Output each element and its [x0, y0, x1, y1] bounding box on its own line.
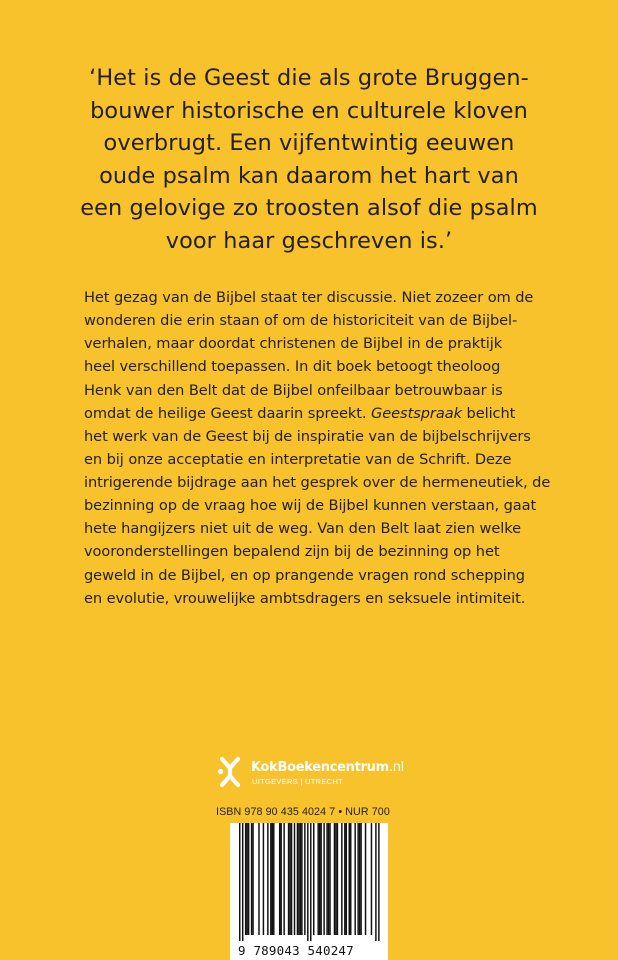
quote-line: een gelovige zo troosten alsof die psalm: [80, 195, 538, 221]
barcode-bar: [346, 823, 347, 935]
barcode-bar: [337, 823, 338, 935]
description-line: en bij onze acceptatie en interpretatie van de Schrift. Deze: [84, 450, 512, 468]
description-line: hete hangijzers niet uit de weg. Van den Belt laat zien welke: [84, 520, 522, 538]
barcode-bar: [304, 823, 305, 935]
barcode-bar: [313, 823, 314, 935]
quote-line: voor haar geschreven is.’: [165, 227, 453, 254]
barcode-bar: [349, 823, 350, 935]
barcode-bar: [329, 823, 330, 935]
barcode-bar: [288, 823, 289, 935]
barcode-bar: [245, 823, 246, 935]
description-line: intrigerende bijdrage aan het gesprek over de hermeneutiek, de: [84, 474, 551, 491]
barcode-bar: [320, 823, 321, 935]
barcode-bar: [365, 823, 366, 935]
description-line: Henk van den Belt dat de Bijbel onfeilbaar betrouwbaar is: [84, 381, 503, 399]
publisher-name-main: KokBoekencentrum: [251, 760, 389, 775]
barcode-bar: [294, 823, 295, 935]
barcode-bar: [289, 823, 290, 935]
barcode-bar: [319, 823, 320, 935]
barcode-bar: [239, 823, 240, 941]
barcode-bar: [360, 823, 361, 935]
publisher-name-tld: .nl: [388, 760, 404, 775]
description-line: en evolutie, vrouwelijke ambtsdragers en seksuele intimiteit.: [84, 589, 526, 607]
barcode-bar: [326, 823, 327, 935]
barcode-bar: [270, 823, 271, 935]
barcode-bar: [344, 823, 345, 935]
description-line: [84, 402, 544, 425]
barcode-bar: [301, 823, 302, 935]
publisher-subline: UITGEVERS | UTRECHT: [252, 777, 343, 786]
ean-barcode: [230, 823, 388, 960]
barcode-bar: [291, 823, 292, 935]
barcode-bar: [248, 823, 249, 935]
barcode-bar: [354, 823, 355, 935]
barcode-bar: [359, 823, 360, 935]
barcode-digits: 9 789043 540247: [238, 943, 354, 958]
barcode-bar: [263, 823, 264, 935]
barcode-bar: [310, 823, 311, 941]
barcode-bar: [280, 823, 281, 935]
barcode-bar: [298, 823, 299, 935]
barcode-bar: [357, 823, 358, 935]
barcode-bar: [273, 823, 274, 935]
kokboekencentrum-logo-icon: [217, 755, 243, 789]
barcode-bar: [300, 823, 301, 935]
description-line: wonderen die erin staan of om de historiciteit van de Bijbel-: [84, 312, 518, 330]
barcode-bar: [251, 823, 252, 935]
barcode-bar: [279, 823, 280, 935]
description-line: bezinning op de vraag hoe wij de Bijbel kunnen verstaan, gaat: [84, 497, 537, 515]
barcode-bar: [272, 823, 273, 935]
publisher-name: [251, 761, 404, 775]
barcode-bar: [341, 823, 342, 935]
barcode-bar: [283, 823, 284, 935]
description-fragment: belicht: [466, 404, 516, 422]
barcode-bar: [371, 823, 372, 935]
description-line: het werk van de Geest bij de inspiratie van de bijbelschrijvers: [84, 427, 531, 445]
book-description: [84, 286, 551, 610]
barcode-bar: [334, 823, 335, 935]
description-line: verhalen, maar doordat christenen de Bijbel in de praktijk: [84, 335, 503, 353]
barcode-bar: [375, 823, 376, 941]
barcode-bar: [258, 823, 259, 935]
description-line: vooronderstellingen bepalend zijn bij de bezinning op het: [84, 543, 500, 561]
quote-line: ‘Het is de Geest die als grote Bruggen-: [89, 65, 529, 91]
barcode-bar: [350, 823, 351, 935]
quote-line: overbrugt. Een vijfentwintig eeuwen: [103, 130, 515, 156]
barcode-bar: [317, 823, 318, 935]
barcode-bar: [246, 823, 247, 935]
publisher-logo: [217, 755, 427, 795]
isbn-nur-line: ISBN 978 90 435 4024 7 • NUR 700: [216, 806, 390, 818]
barcode-bar: [242, 823, 243, 941]
quote-line: bouwer historische en culturele kloven: [90, 97, 528, 124]
barcode-bars: [230, 823, 388, 941]
book-title-italic: Geestspraak: [371, 404, 462, 422]
barcode-bar: [328, 823, 329, 935]
barcode-bar: [297, 823, 298, 935]
barcode-bar: [335, 823, 336, 935]
pull-quote: [80, 62, 538, 257]
barcode-bar: [252, 823, 253, 935]
barcode-bar: [378, 823, 379, 941]
barcode-bar: [267, 823, 268, 935]
description-line: geweld in de Bijbel, en op prangende vragen rond schepping: [84, 566, 525, 584]
description-fragment: omdat de heilige Geest daarin spreekt.: [84, 404, 367, 422]
description-line: heel verschillend toepassen. In dit boek betoogt theoloog: [84, 358, 501, 376]
barcode-bar: [307, 823, 308, 941]
description-line: Het gezag van de Bijbel staat ter discussie. Niet zozeer om de: [84, 289, 534, 306]
barcode-bar: [323, 823, 324, 935]
quote-line: oude psalm kan daarom het hart van: [99, 162, 519, 189]
